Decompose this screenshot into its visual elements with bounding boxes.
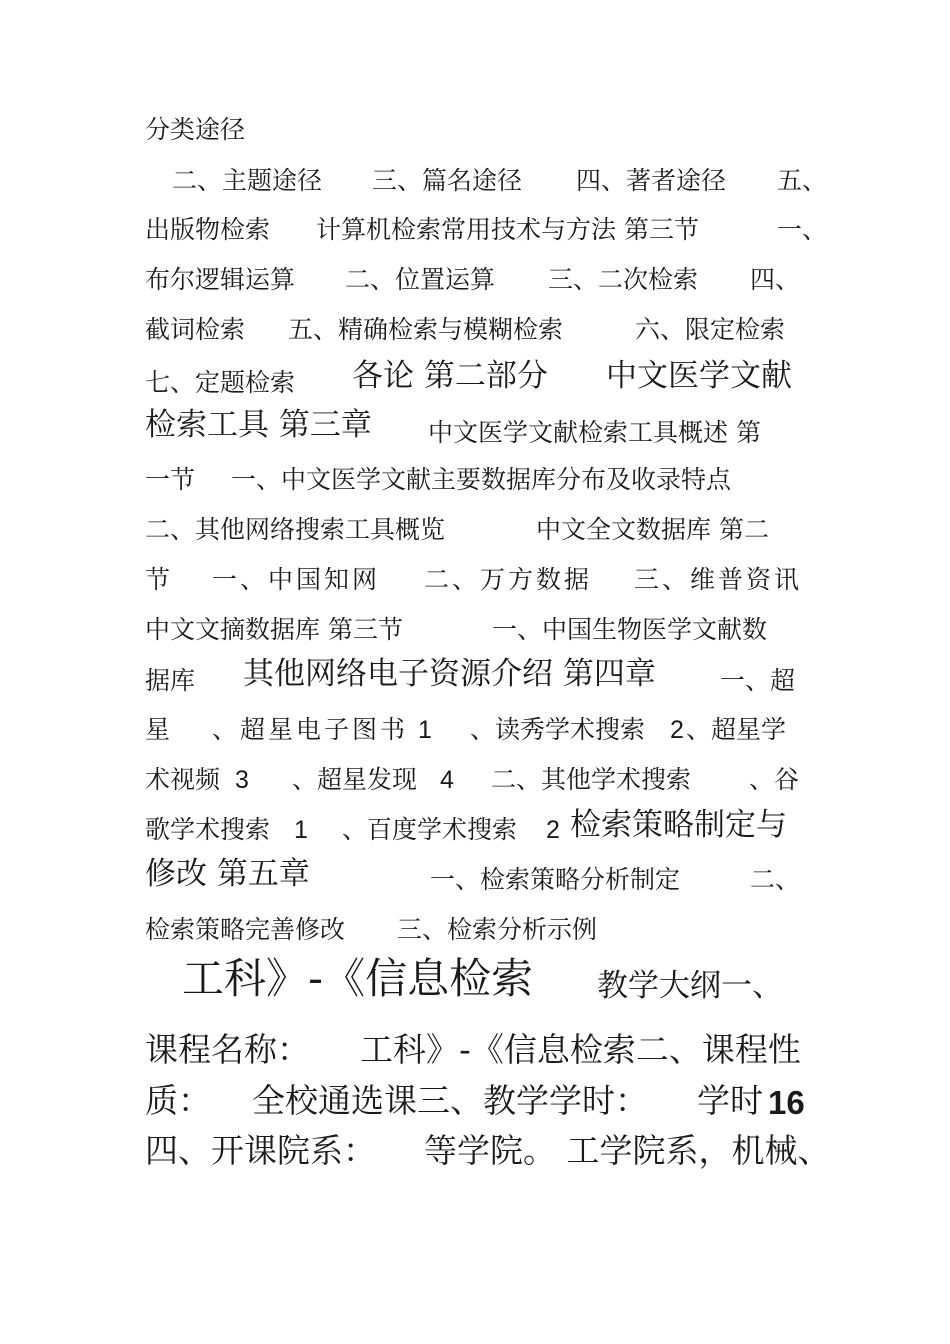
text-line: 一、	[777, 215, 828, 244]
text-line: 质：	[145, 1081, 211, 1120]
text-line: 三、维普资讯	[634, 565, 803, 594]
text-line: 修改 第五章	[145, 856, 310, 892]
text-line: 、超星电子图书	[212, 715, 409, 744]
text-line: 四、开课院系：	[145, 1131, 376, 1170]
text-line: 二、位置运算	[345, 265, 496, 294]
text-line: 布尔逻辑运算	[145, 265, 296, 294]
text-line: 1	[418, 716, 432, 744]
text-line: 出版物检索	[145, 215, 271, 244]
text-line: 3	[235, 766, 249, 794]
text-line: 一、检索策略分析制定	[430, 865, 681, 894]
text-line: 一、中国知网	[212, 565, 381, 594]
text-line: 星	[145, 715, 171, 744]
text-line: 中文全文数据库 第二	[536, 515, 769, 544]
text-line: 中文文摘数据库 第三节	[145, 615, 403, 644]
text-line: 一、中文医学文献主要数据库分布及收录特点	[231, 465, 732, 494]
text-line: 学时	[697, 1081, 763, 1120]
text-line: 检索策略完善修改	[145, 915, 346, 944]
text-line: 一、超	[720, 666, 796, 695]
text-line: 等学院。 工学院系，机械、	[424, 1131, 831, 1170]
text-line: 一、中国生物医学文献数	[492, 615, 768, 644]
text-line: 七、定题检索	[145, 368, 296, 397]
text-line: 、读秀学术搜索	[470, 715, 646, 744]
text-line: 教学大纲一、	[597, 968, 783, 1004]
text-line: 计算机检索常用技术与方法 第三节	[316, 215, 699, 244]
text-line: 检索策略制定与	[570, 807, 787, 843]
text-line: 、超星学	[686, 715, 787, 744]
text-line: 六、限定检索	[635, 315, 786, 344]
text-line: 各论 第二部分	[352, 358, 548, 394]
text-line: 16	[768, 1084, 805, 1121]
text-line: 三、检索分析示例	[397, 915, 598, 944]
text-line: 中文医学文献检索工具概述 第	[428, 418, 761, 447]
text-line: 、百度学术搜索	[342, 815, 518, 844]
text-line: 歌学术搜索	[145, 815, 271, 844]
text-line: 四、著者途径	[576, 166, 727, 195]
text-line: 节	[145, 565, 171, 594]
text-line: 2	[546, 816, 560, 844]
text-line: 分类途径	[145, 115, 246, 144]
text-line: 检索工具 第三章	[145, 407, 372, 443]
text-line: 二、万方数据	[424, 565, 593, 594]
text-line: 据库	[145, 666, 196, 695]
text-line: 四、	[750, 265, 801, 294]
text-line: 工科》-《信息检索二、课程性	[360, 1030, 801, 1069]
text-line: 课程名称：	[145, 1030, 310, 1069]
text-line: 4	[440, 766, 454, 794]
text-line: 、超星发现	[292, 765, 418, 794]
text-line: 一节	[145, 465, 196, 494]
text-line: 五、	[777, 166, 828, 195]
text-line: 1	[294, 816, 308, 844]
text-line: 三、二次检索	[548, 265, 699, 294]
text-line: 、谷	[749, 765, 800, 794]
text-line: 中文医学文献	[606, 358, 792, 394]
text-line: 术视频	[145, 765, 221, 794]
text-line: 二、主题途径	[172, 166, 323, 195]
text-line: 二、其他学术搜索	[491, 765, 692, 794]
text-line: 二、其他网络搜索工具概览	[145, 515, 446, 544]
text-line: 二、	[750, 865, 801, 894]
text-line: 其他网络电子资源介绍 第四章	[243, 656, 656, 692]
text-line: 五、精确检索与模糊检索	[288, 315, 564, 344]
text-line: 2	[670, 716, 684, 744]
text-line: 全校通选课三、教学学时：	[252, 1081, 648, 1120]
text-line: 三、篇名途径	[372, 166, 523, 195]
heading-title: 工科》-《信息检索	[182, 954, 534, 1003]
text-line: 截词检索	[145, 315, 246, 344]
